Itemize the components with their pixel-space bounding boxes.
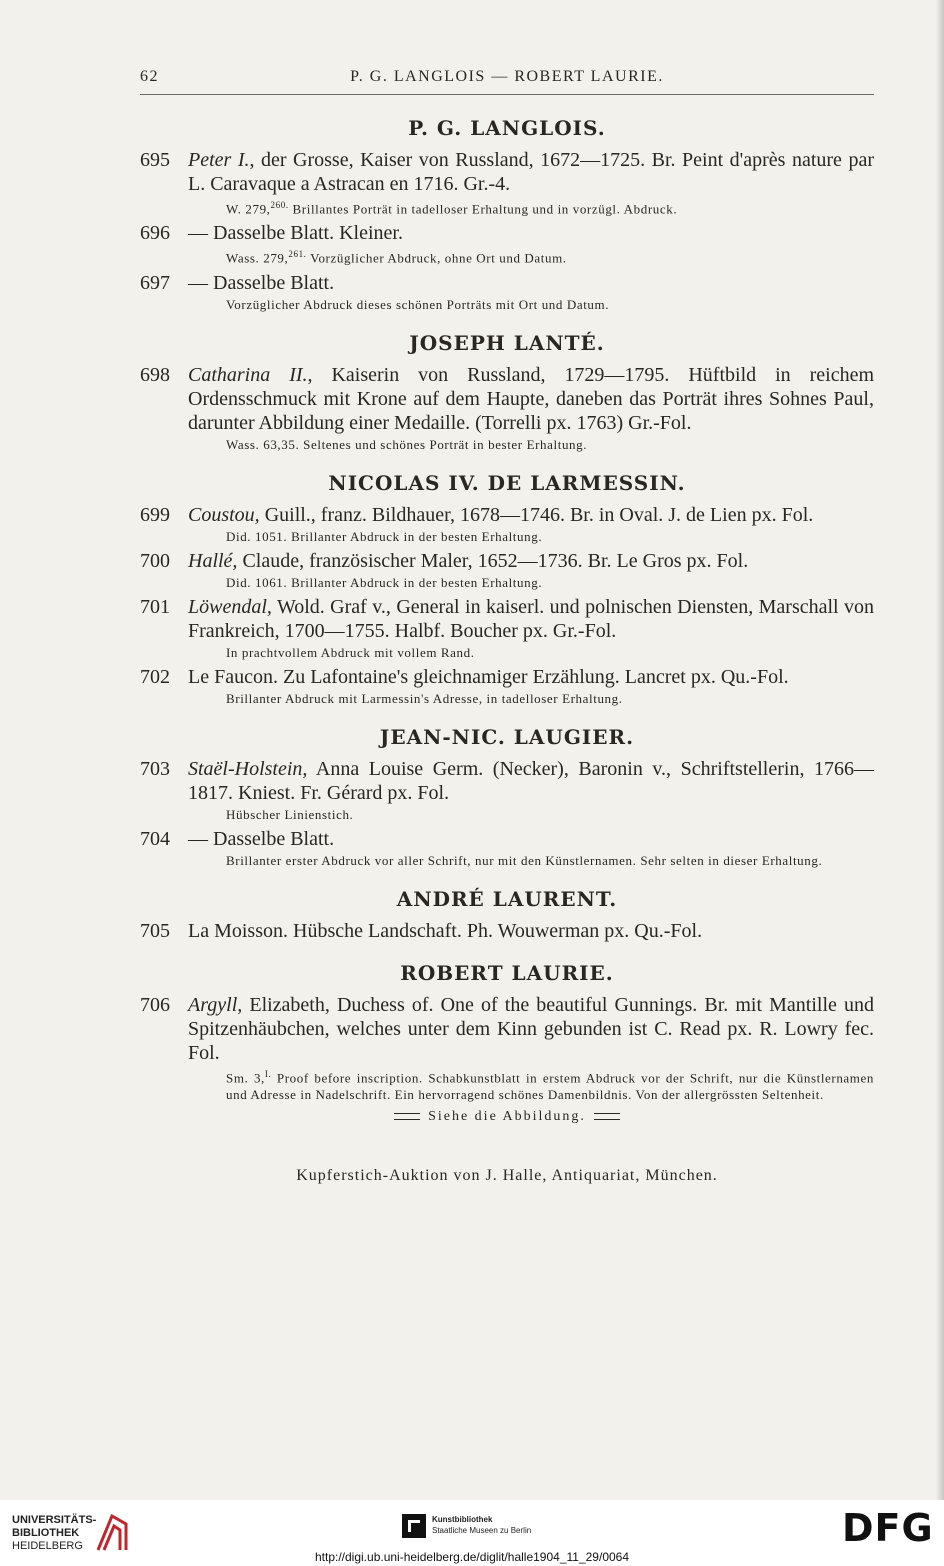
entry-body (188, 757, 874, 823)
entry-description (188, 757, 874, 805)
catalog-entry (140, 148, 874, 217)
entry-body (188, 221, 874, 266)
artist-heading: NICOLAS IV. DE LARMESSIN. (328, 470, 686, 495)
sitter-name: Coustou, (188, 503, 260, 526)
digitization-footer (0, 1500, 944, 1566)
note-superscript: 261. (288, 249, 307, 260)
entry-note (226, 574, 874, 591)
note-reference: Wass. 279, (226, 250, 289, 266)
entry-text: Wold. Graf v., General in kaiserl. und polnischen Diensten, Marschall von Frankreich, 1700—1755. Halbf. Boucher px. Gr.-Fol. (188, 595, 874, 642)
catalog-entry (140, 757, 874, 823)
artist-heading: P. G. LANGLOIS. (408, 116, 606, 140)
note-text: Brillantes Porträt in tadelloser Erhaltung und in vorzügl. Abdruck. (288, 201, 678, 217)
entry-body (188, 549, 874, 591)
entry-description (188, 595, 874, 643)
ub-line-1: UNIVERSITÄTS- (12, 1514, 97, 1526)
entry-text: La Moisson. Hübsche Landschaft. Ph. Wouwerman px. Qu.-Fol. (188, 919, 703, 942)
note-superscript: I. (264, 1068, 272, 1079)
kb-line-1: Kunstbibliothek (432, 1515, 493, 1524)
catalog-content (140, 100, 874, 1185)
lot-number: 704 (140, 827, 170, 850)
sitter-name: Catharina II. (188, 363, 308, 386)
note-reference: Did. 1051. Brillanter Abdruck in der besten Erhaltung. (226, 528, 543, 544)
entry-note (226, 528, 874, 545)
entry-body (188, 827, 874, 869)
entry-description (188, 549, 874, 573)
entry-description (188, 919, 874, 943)
catalog-entry (140, 221, 874, 266)
entry-text: Guill., franz. Bildhauer, 1678—1746. Br. in Oval. J. de Lien px. Fol. (259, 503, 814, 526)
entry-body (188, 363, 874, 453)
see-illustration (140, 1109, 874, 1125)
entry-description (188, 148, 874, 196)
lot-number: 698 (140, 363, 170, 386)
sitter-name: Argyll, (188, 993, 243, 1016)
kunstbibliothek-logo-icon (402, 1514, 426, 1538)
note-reference: In prachtvollem Abdruck mit vollem Rand. (226, 644, 475, 660)
note-text: Vorzüglicher Abdruck, ohne Ort und Datum. (306, 250, 567, 266)
note-reference: Wass. 63,35. Seltenes und schönes Porträt in bester Erhaltung. (226, 436, 588, 452)
artist-heading: ROBERT LAURIE. (400, 960, 614, 985)
see-illustration-text: Siehe die Abbildung. (428, 1108, 586, 1124)
entry-note (226, 806, 874, 823)
note-reference: Brillanter erster Abdruck vor aller Schrift, nur mit den Künstlernamen. Sehr selten in dieser Erhaltung. (226, 852, 823, 868)
lot-number: 695 (140, 149, 170, 171)
lot-number: 699 (140, 503, 170, 526)
entry-body (188, 503, 874, 545)
lot-number: 696 (140, 222, 170, 245)
entry-description (188, 221, 874, 245)
lot-number: 705 (140, 919, 170, 942)
entry-text: , Kaiserin von Russland, 1729—1795. Hüftbild in reichem Ordensschmuck mit Krone auf dem Haupte, daneben das Porträt ihres Sohnes Paul, darunter Abbildung einer Medaille. (Torrelli px. 1763) Gr.-Fol. (188, 363, 875, 434)
entry-description (188, 271, 874, 295)
entry-body (188, 595, 874, 661)
lot-number: 703 (140, 757, 170, 780)
note-reference: Brillanter Abdruck mit Larmessin's Adresse, in tadelloser Erhaltung. (226, 690, 623, 706)
page-number: 62 (140, 68, 159, 85)
catalog-entry (140, 993, 874, 1103)
page-footer: Kupferstich-Auktion von J. Halle, Antiquariat, München. (296, 1166, 718, 1184)
entry-text: , der Grosse, Kaiser von Russland, 1672—1725. Br. Peint d'après nature par L. Caravaque a Astracan en 1716. Gr.-4. (188, 149, 874, 195)
lot-number: 701 (140, 595, 170, 618)
entry-text: — Dasselbe Blatt. Kleiner. (188, 222, 403, 245)
catalog-entry (140, 549, 874, 591)
entry-text: — Dasselbe Blatt. (188, 827, 335, 850)
ub-line-3: HEIDELBERG (12, 1540, 83, 1552)
kb-line-2: Staatliche Museen zu Berlin (432, 1526, 532, 1535)
entry-body (188, 148, 874, 217)
entry-note (226, 690, 874, 707)
catalog-entry (140, 503, 874, 545)
note-reference: Hübscher Linienstich. (226, 806, 354, 822)
running-title: P. G. LANGLOIS — ROBERT LAURIE. (350, 68, 664, 85)
lot-number: 706 (140, 993, 170, 1016)
entry-note (226, 296, 874, 313)
entry-description (188, 665, 874, 689)
running-header (140, 64, 874, 95)
entry-description (188, 363, 874, 435)
entry-note (226, 644, 874, 661)
catalog-entry (140, 665, 874, 707)
entry-note (226, 436, 874, 453)
note-superscript: 260. (270, 200, 289, 210)
catalog-entry (140, 827, 874, 869)
artist-heading: JEAN-NIC. LAUGIER. (379, 724, 635, 749)
sitter-name: Hallé, (188, 549, 238, 572)
entry-note (226, 197, 874, 217)
double-rule-left (394, 1113, 420, 1120)
university-library-name (12, 1514, 96, 1553)
entry-note (226, 852, 874, 869)
dfg-logo: DFG (842, 1506, 934, 1550)
note-text: Proof before inscription. Schabkunstblatt in erstem Abdruck vor der Schrift, nur die Künstlernamen und Adresse in Nadelschrift. Ein hervorragend schönes Damenbildnis. Von der allergrössten Seltenheit. (226, 1069, 874, 1102)
entry-note (226, 1066, 874, 1103)
note-reference: Vorzüglicher Abdruck dieses schönen Porträts mit Ort und Datum. (226, 296, 610, 312)
artist-heading: JOSEPH LANTÉ. (409, 330, 605, 355)
sitter-name: Staël-Holstein, (188, 757, 308, 780)
catalog-entry (140, 919, 874, 943)
entry-description (188, 503, 874, 527)
entry-body (188, 665, 874, 707)
sitter-name: Peter I. (188, 149, 250, 171)
entry-body (188, 919, 874, 943)
entry-description (188, 827, 874, 851)
sitter-name: Löwendal, (188, 595, 272, 618)
permalink-url[interactable]: http://digi.ub.uni-heidelberg.de/diglit/halle1904_11_29/0064 (314, 1550, 630, 1564)
note-reference: W. 279, (226, 201, 271, 217)
lot-number: 702 (140, 665, 170, 688)
entry-text: Elizabeth, Duchess of. One of the beautiful Gunnings. Br. mit Mantille und Spitzenhäubchen, welches unter dem Kinn gebunden ist C. Read px. R. Lowry fec. Fol. (188, 993, 874, 1064)
entry-text: — Dasselbe Blatt. (188, 271, 335, 294)
ub-line-2: BIBLIOTHEK (12, 1527, 80, 1539)
entry-text: Anna Louise Germ. (Necker), Baronin v., Schriftstellerin, 1766—1817. Kniest. Fr. Gérard px. Fol. (188, 757, 874, 804)
entry-text: Claude, französischer Maler, 1652—1736. Br. Le Gros px. Fol. (237, 549, 749, 572)
entry-body (188, 271, 874, 313)
lot-number: 700 (140, 549, 170, 572)
page-edge-shadow (936, 0, 944, 1500)
lot-number: 697 (140, 271, 170, 294)
entry-body (188, 993, 874, 1103)
note-reference: Sm. 3, (226, 1069, 265, 1085)
note-reference: Did. 1061. Brillanter Abdruck in der besten Erhaltung. (226, 574, 543, 590)
kunstbibliothek-name (432, 1514, 531, 1536)
catalog-entry (140, 271, 874, 313)
entry-description (188, 993, 874, 1065)
catalog-entry (140, 595, 874, 661)
entry-text: Le Faucon. Zu Lafontaine's gleichnamiger Erzählung. Lancret px. Qu.-Fol. (188, 665, 789, 688)
entry-note (226, 246, 874, 266)
catalog-entry (140, 363, 874, 453)
double-rule-right (594, 1113, 620, 1120)
artist-heading: ANDRÉ LAURENT. (396, 886, 618, 911)
